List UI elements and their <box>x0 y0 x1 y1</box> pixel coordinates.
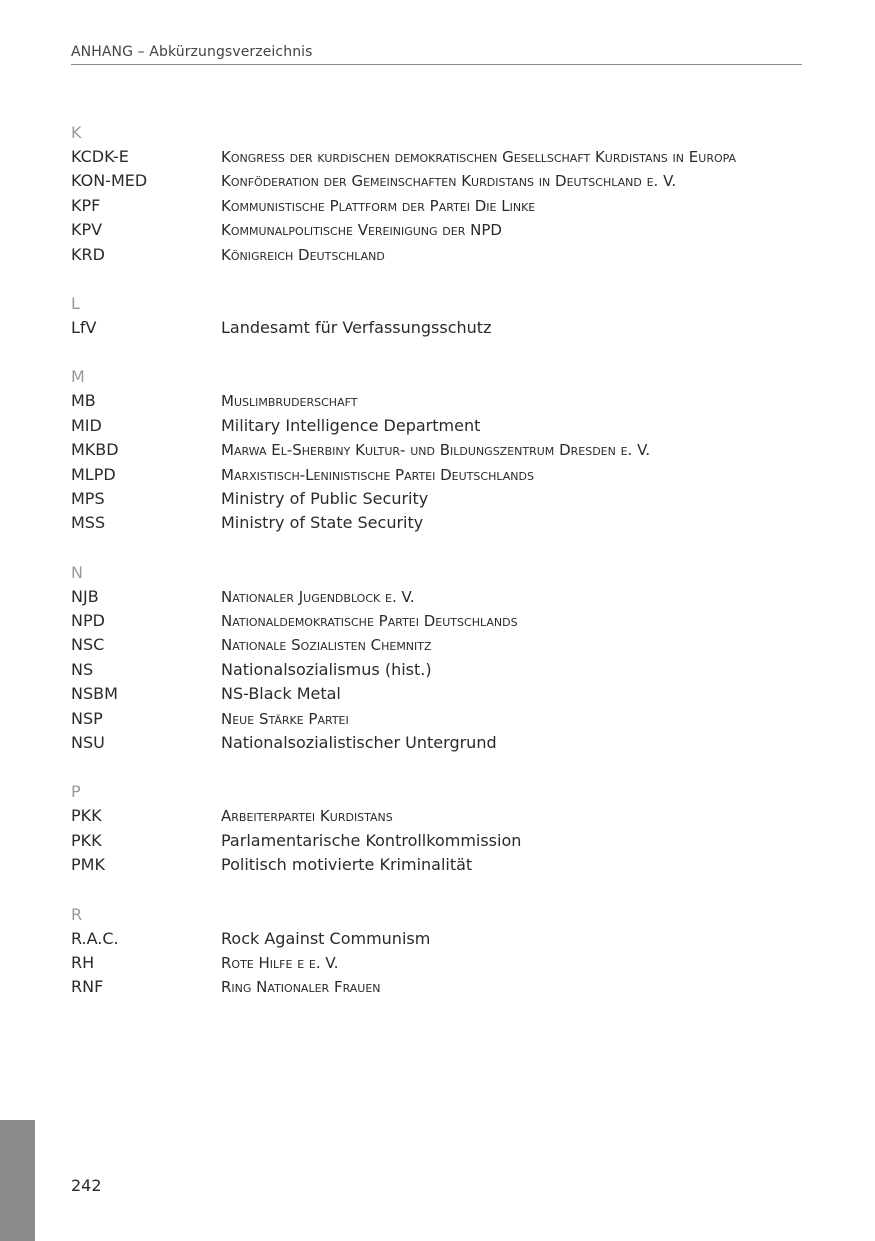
abbreviation-entry <box>71 853 802 877</box>
abbreviation-list <box>71 121 802 1025</box>
abbreviation-description: Rock Against Communism <box>221 928 431 948</box>
abbreviation-entry <box>71 633 802 657</box>
abbreviation: MSS <box>71 513 106 533</box>
abbreviation: R.A.C. <box>71 928 119 948</box>
abbreviation-entry <box>71 438 802 462</box>
abbreviation: NPD <box>71 611 105 631</box>
abbreviation-description: Politisch motivierte Kriminalität <box>221 855 473 875</box>
abbreviation: PKK <box>71 806 102 826</box>
abbreviation-description: Kommunalpolitische Vereinigung der NPD <box>221 221 502 240</box>
abbreviation-entry <box>71 731 802 755</box>
abbreviation-entry <box>71 609 802 633</box>
abbreviation-description: Kommunistische Plattform der Partei Die Linke <box>221 196 536 215</box>
abbreviation-entry <box>71 511 802 535</box>
abbreviation-description: Rote Hilfe e e. V. <box>221 953 339 972</box>
abbreviation-description: Marwa El-Sherbiny Kultur- und Bildungszentrum Dresden e. V. <box>221 441 651 460</box>
abbreviation: KPV <box>71 220 103 240</box>
abbreviation: PMK <box>71 855 105 875</box>
abbreviation-entry <box>71 218 802 242</box>
abbreviation: KRD <box>71 244 105 264</box>
abbreviation-description: Ring Nationaler Frauen <box>221 978 381 997</box>
page-number: 242 <box>71 1176 102 1195</box>
abbreviation-description: Königreich Deutschland <box>221 245 385 264</box>
abbreviation-entry <box>71 585 802 609</box>
section-letter: R <box>71 904 83 924</box>
abbreviation-description: Arbeiterpartei Kurdistans <box>221 807 393 826</box>
section-letter: M <box>71 367 85 387</box>
abbreviation: NS <box>71 659 94 679</box>
section-letter: N <box>71 562 83 582</box>
abbreviation-description: Neue Stärke Partei <box>221 709 349 728</box>
abbreviation-entry <box>71 194 802 218</box>
abbreviation-description: Marxistisch-Leninistische Partei Deutschlands <box>221 465 534 484</box>
abbreviation: MID <box>71 415 102 435</box>
section-k <box>71 121 802 267</box>
abbreviation-description: Muslimbruderschaft <box>221 392 358 411</box>
abbreviation-entry <box>71 829 802 853</box>
abbreviation: KCDK-E <box>71 147 129 166</box>
abbreviation-description: Ministry of State Security <box>221 513 424 533</box>
abbreviation-entry <box>71 487 802 511</box>
abbreviation-entry <box>71 682 802 706</box>
section-n <box>71 561 802 756</box>
section-r <box>71 903 802 1000</box>
abbreviation-description: Nationalsozialismus (hist.) <box>221 659 432 679</box>
abbreviation-description: Kongress der kurdischen demokratischen Gesellschaft Kurdistans in Europa <box>221 148 737 166</box>
abbreviation-description: Konföderation der Gemeinschaften Kurdistans in Deutschland e. V. <box>221 172 677 191</box>
abbreviation-entry <box>71 927 802 951</box>
abbreviation: MLPD <box>71 464 116 484</box>
abbreviation-description: NS-Black Metal <box>221 684 341 704</box>
section-m <box>71 365 802 535</box>
abbreviation-entry <box>71 463 802 487</box>
abbreviation: RNF <box>71 977 104 997</box>
abbreviation: NSC <box>71 635 105 655</box>
abbreviation-entry <box>71 169 802 193</box>
abbreviation-entry <box>71 316 802 340</box>
abbreviation-description: Parlamentarische Kontrollkommission <box>221 830 522 850</box>
abbreviation: MB <box>71 391 96 411</box>
side-tab-marker <box>0 1120 35 1241</box>
abbreviation-description: Nationaler Jugendblock e. V. <box>221 587 415 606</box>
abbreviation-entry <box>71 804 802 828</box>
abbreviation: KON-MED <box>71 171 148 191</box>
section-letter: K <box>71 123 82 142</box>
abbreviation: PKK <box>71 830 102 850</box>
abbreviation-entry <box>71 414 802 438</box>
abbreviation-description: Nationalsozialistischer Untergrund <box>221 733 497 753</box>
abbreviation: MPS <box>71 488 105 508</box>
section-letter: L <box>71 293 80 313</box>
abbreviation: LfV <box>71 317 97 337</box>
abbreviation-description: Nationale Sozialisten Chemnitz <box>221 636 432 655</box>
header-rule <box>71 64 802 65</box>
abbreviation-entry <box>71 389 802 413</box>
abbreviation: NJB <box>71 586 99 606</box>
abbreviation-description: Nationaldemokratische Partei Deutschlands <box>221 612 518 631</box>
abbreviation-description: Military Intelligence Department <box>221 415 481 435</box>
abbreviation-entry <box>71 243 802 267</box>
abbreviation: NSP <box>71 708 103 728</box>
abbreviation-entry <box>71 975 802 999</box>
abbreviation-entry <box>71 707 802 731</box>
abbreviation-entry <box>71 951 802 975</box>
abbreviation: NSU <box>71 733 105 753</box>
abbreviation: KPF <box>71 195 101 215</box>
section-p <box>71 780 802 877</box>
abbreviation-entry <box>71 145 802 169</box>
abbreviation-entry <box>71 658 802 682</box>
section-l <box>71 292 802 340</box>
section-letter: P <box>71 782 81 802</box>
abbreviation: RH <box>71 952 95 972</box>
abbreviation-description: Ministry of Public Security <box>221 488 429 508</box>
abbreviation: NSBM <box>71 684 118 704</box>
abbreviation-description: Landesamt für Verfassungsschutz <box>221 317 492 337</box>
abbreviation: MKBD <box>71 440 119 460</box>
running-header: ANHANG – Abkürzungsverzeichnis <box>71 44 313 60</box>
